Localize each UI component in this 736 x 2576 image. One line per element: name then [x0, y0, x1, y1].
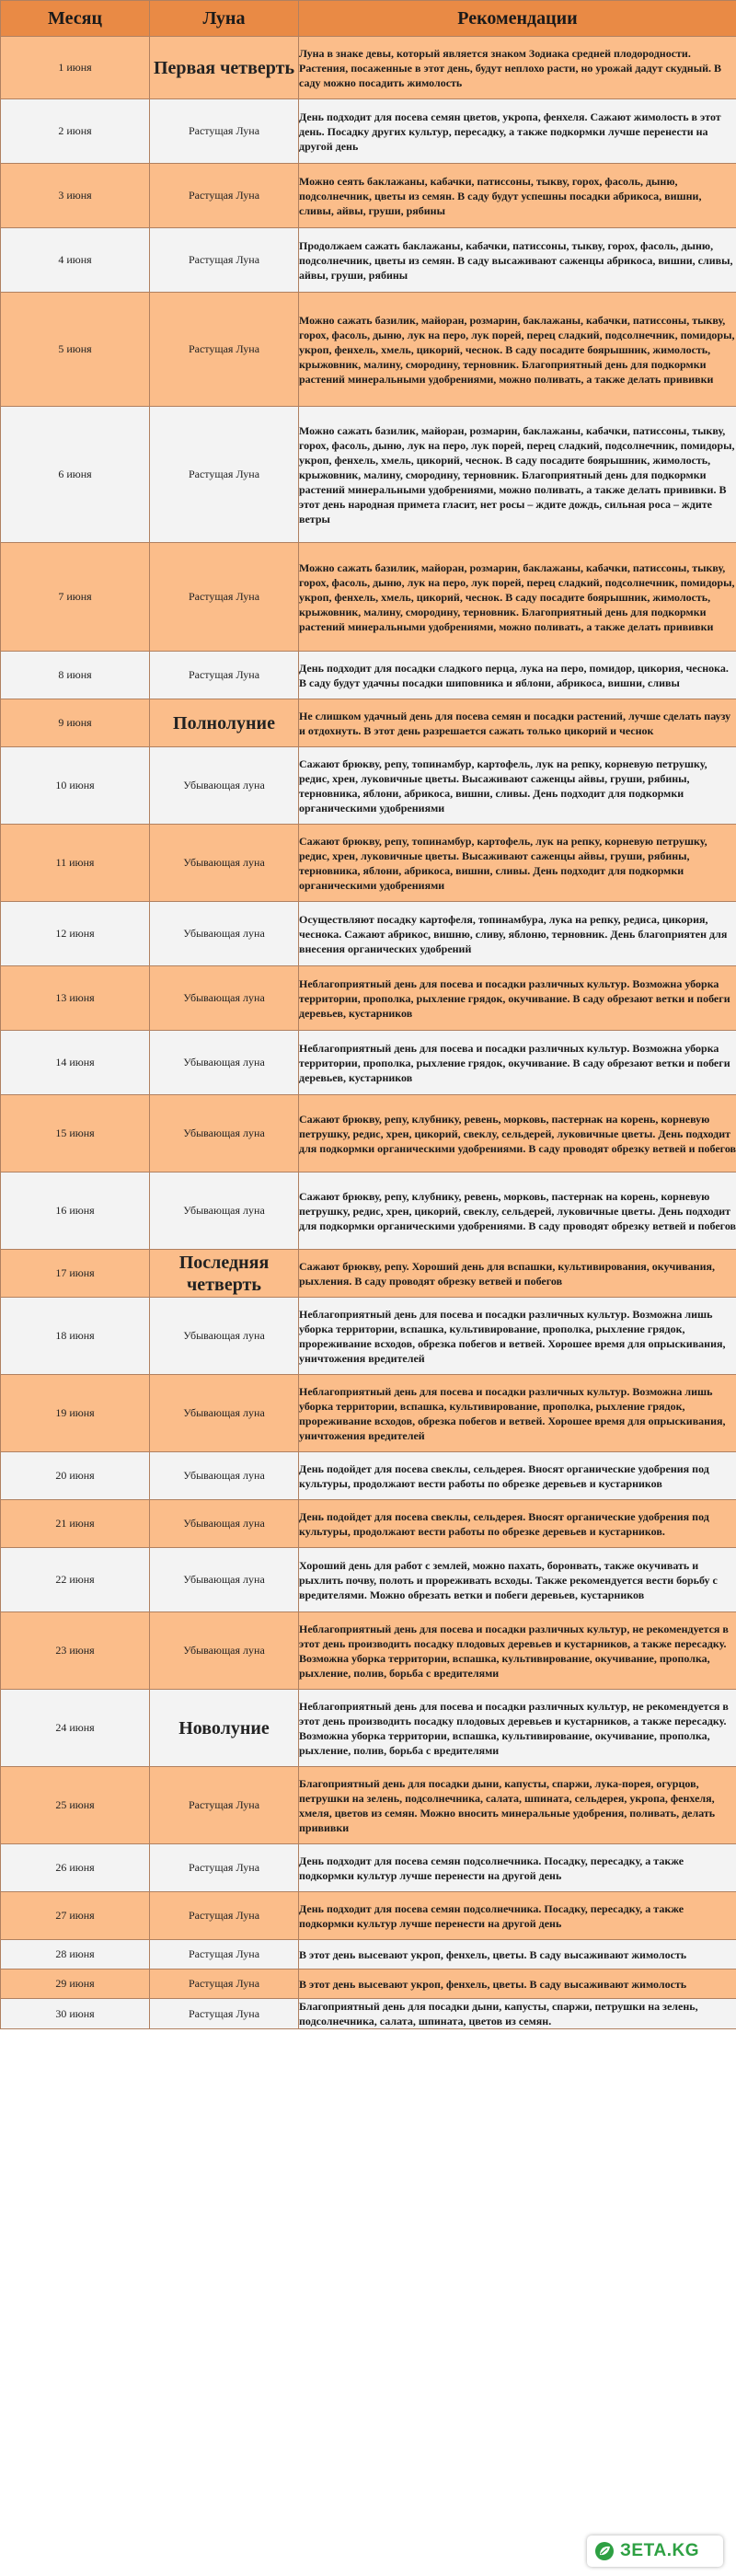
recommendation-cell: День подходит для посева семян подсолнечника. Посадку, пересадку, а также подкормки культур лучше перенести на другой день — [299, 1892, 736, 1940]
table-row — [1, 699, 736, 747]
table-row — [1, 1500, 736, 1548]
moon-phase-cell: Растущая Луна — [150, 99, 299, 164]
recommendation-cell: Сажают брюкву, репу, топинамбур, картофель, лук на репку, корневую петрушку, редис, хрен, луковичные цветы. Высаживают саженцы айвы, груши, рябины, терновника, яблони, абрикоса, вишни, сливы. День подходит для подкормки органическими удобрениями — [299, 747, 736, 825]
moon-phase-cell: Последняя четверть — [150, 1250, 299, 1298]
date-cell: 27 июня — [1, 1892, 150, 1940]
date-cell: 30 июня — [1, 1999, 150, 2029]
moon-phase-cell: Растущая Луна — [150, 407, 299, 543]
table-row — [1, 407, 736, 543]
moon-phase-cell: Растущая Луна — [150, 293, 299, 407]
date-cell: 13 июня — [1, 966, 150, 1031]
recommendation-cell: Сажают брюкву, репу, топинамбур, картофель, лук на репку, корневую петрушку, редис, хрен, луковичные цветы. Высаживают саженцы айвы, груши, рябины, терновника, яблони, абрикоса, вишни, сливы. День подходит для подкормки органическими удобрениями — [299, 825, 736, 902]
date-cell: 1 июня — [1, 37, 150, 99]
date-cell: 8 июня — [1, 652, 150, 699]
moon-phase-cell: Первая четверть — [150, 37, 299, 99]
date-cell: 5 июня — [1, 293, 150, 407]
recommendation-cell: Осуществляют посадку картофеля, топинамбура, лука на репку, редиса, цикория, чеснока. Сажают абрикос, вишню, сливу, яблоню, терновник. День благоприятен для внесения органических удобрений — [299, 902, 736, 966]
date-cell: 12 июня — [1, 902, 150, 966]
header-recommendations: Рекомендации — [299, 1, 736, 37]
moon-phase-cell: Растущая Луна — [150, 1844, 299, 1892]
table-row — [1, 1452, 736, 1500]
moon-phase-cell: Убывающая луна — [150, 1612, 299, 1690]
date-cell: 14 июня — [1, 1031, 150, 1095]
moon-phase-cell: Убывающая луна — [150, 1452, 299, 1500]
recommendation-cell: В этот день высевают укроп, фенхель, цветы. В саду высаживают жимолость — [299, 1940, 736, 1970]
date-cell: 29 июня — [1, 1970, 150, 1999]
table-row — [1, 1767, 736, 1844]
moon-phase-cell: Убывающая луна — [150, 1375, 299, 1452]
moon-phase-cell: Полнолуние — [150, 699, 299, 747]
table-row — [1, 543, 736, 652]
table-row — [1, 1612, 736, 1690]
recommendation-cell: Продолжаем сажать баклажаны, кабачки, патиссоны, тыкву, горох, фасоль, дыню, подсолнечник, цветы из семян. В саду высаживают саженцы абрикоса, вишни, сливы, айвы, груши, рябины — [299, 228, 736, 293]
date-cell: 4 июня — [1, 228, 150, 293]
date-cell: 10 июня — [1, 747, 150, 825]
date-cell: 6 июня — [1, 407, 150, 543]
table-row — [1, 1172, 736, 1250]
table-row — [1, 1548, 736, 1612]
recommendation-cell: Неблагоприятный день для посева и посадки различных культур. Возможна лишь уборка территории, вспашка, культивирование, прополка, рыхление грядок, прореживание всходов, обрезка побегов и ветвей. Хорошее время для опрыскивания, уничтожения вредителей — [299, 1375, 736, 1452]
moon-phase-cell: Новолуние — [150, 1690, 299, 1767]
moon-phase-cell: Растущая Луна — [150, 1767, 299, 1844]
table-header-row — [1, 1, 736, 37]
recommendation-cell: Луна в знаке девы, который является знаком Зодиака средней плодородности. Растения, посаженные в этот день, будут неплохо расти, но урожай дадут скудный. В саду можно посадить жимолость — [299, 37, 736, 99]
recommendation-cell: Неблагоприятный день для посева и посадки различных культур. Возможна уборка территории, прополка, рыхление грядок, окучивание. В саду обрезают ветки и побеги деревьев, кустарников — [299, 966, 736, 1031]
table-row — [1, 1031, 736, 1095]
table-row — [1, 1690, 736, 1767]
date-cell: 16 июня — [1, 1172, 150, 1250]
recommendation-cell: Сажают брюкву, репу, клубнику, ревень, морковь, пастернак на корень, корневую петрушку, редис, хрен, цикорий, свеклу, сельдерей, луковичные цветы. День подходит для подкормки органическими удобрениями. В саду проводят обрезку ветвей и побегов — [299, 1095, 736, 1172]
date-cell: 9 июня — [1, 699, 150, 747]
site-watermark — [587, 2536, 723, 2567]
date-cell: 24 июня — [1, 1690, 150, 1767]
date-cell: 23 июня — [1, 1612, 150, 1690]
date-cell: 2 июня — [1, 99, 150, 164]
table-row — [1, 37, 736, 99]
table-row — [1, 1375, 736, 1452]
moon-phase-cell: Убывающая луна — [150, 1500, 299, 1548]
moon-phase-cell: Убывающая луна — [150, 1298, 299, 1375]
table-row — [1, 99, 736, 164]
table-row — [1, 1095, 736, 1172]
moon-phase-cell: Убывающая луна — [150, 1172, 299, 1250]
recommendation-cell: День подойдет для посева свеклы, сельдерея. Вносят органические удобрения под культуры, продолжают вести работы по обрезке деревьев и кустарников. — [299, 1500, 736, 1548]
moon-phase-cell: Растущая Луна — [150, 1999, 299, 2029]
moon-phase-cell: Растущая Луна — [150, 1892, 299, 1940]
moon-phase-cell: Растущая Луна — [150, 1970, 299, 1999]
moon-phase-cell: Убывающая луна — [150, 902, 299, 966]
date-cell: 28 июня — [1, 1940, 150, 1970]
recommendation-cell: Можно сажать базилик, майоран, розмарин, баклажаны, кабачки, патиссоны, тыкву, горох, фасоль, дыню, лук на перо, лук порей, перец сладкий, подсолнечник, помидоры, укроп, фенхель, хмель, цикорий, чеснок. В саду посадите боярышник, жимолость, крыжовник, малину, смородину, терновник. Благоприятный день для подкормки растений минеральными удобрениями, можно поливать, а также делать прививки — [299, 293, 736, 407]
recommendation-cell: День подходит для посева семян цветов, укропа, фенхеля. Сажают жимолость в этот день. Посадку других культур, пересадку, а также подкормки лучше перенести на другой день — [299, 99, 736, 164]
recommendation-cell: Неблагоприятный день для посева и посадки различных культур. Возможна лишь уборка территории, вспашка, культивирование, прополка, рыхление грядок, прореживание всходов, обрезка побегов и ветвей. Хорошее время для опрыскивания, уничтожения вредителей — [299, 1298, 736, 1375]
recommendation-cell: Хороший день для работ с землей, можно пахать, боронвать, также окучивать и рыхлить почву, полоть и прореживать всходы. Также рекомендуется вести борьбу с вредителями. Можно обрезать ветки и побеги деревьев, кустарников — [299, 1548, 736, 1612]
date-cell: 19 июня — [1, 1375, 150, 1452]
date-cell: 22 июня — [1, 1548, 150, 1612]
table-row — [1, 1940, 736, 1970]
moon-phase-cell: Растущая Луна — [150, 228, 299, 293]
recommendation-cell: Можно сеять баклажаны, кабачки, патиссоны, тыкву, горох, фасоль, дыню, подсолнечник, цветы из семян. В саду будут успешны посадки абрикоса, вишни, сливы, айвы, груши, рябины — [299, 164, 736, 228]
table-row — [1, 902, 736, 966]
table-row — [1, 747, 736, 825]
date-cell: 17 июня — [1, 1250, 150, 1298]
moon-phase-cell: Растущая Луна — [150, 652, 299, 699]
moon-phase-cell: Убывающая луна — [150, 1548, 299, 1612]
table-row — [1, 1999, 736, 2029]
recommendation-cell: Сажают брюкву, репу. Хороший день для вспашки, культивирования, окучивания, рыхления. В саду проводят обрезку ветвей и побегов — [299, 1250, 736, 1298]
recommendation-cell: Не слишком удачный день для посева семян и посадки растений, лучше сделать паузу и отдохнуть. В этот день разрешается сажать только цикорий и чеснок — [299, 699, 736, 747]
recommendation-cell: Сажают брюкву, репу, клубнику, ревень, морковь, пастернак на корень, корневую петрушку, редис, хрен, цикорий, свеклу, сельдерей, луковичные цветы. День подходит для подкормки органическими удобрениями. В саду проводят обрезку ветвей и побегов — [299, 1172, 736, 1250]
recommendation-cell: Можно сажать базилик, майоран, розмарин, баклажаны, кабачки, патиссоны, тыкву, горох, фасоль, дыню, лук на перо, лук порей, перец сладкий, подсолнечник, помидоры, укроп, фенхель, хмель, цикорий, чеснок. В саду посадите боярышник, жимолость, крыжовник, малину, смородину, терновник. Благоприятный день для подкормки растений минеральными удобрениями, можно поливать, а также делать прививки. В этот день народная примета гласит, нет росы – ждите дождь, сильная роса – ждите ветры — [299, 407, 736, 543]
date-cell: 15 июня — [1, 1095, 150, 1172]
table-row — [1, 1298, 736, 1375]
moon-phase-cell: Убывающая луна — [150, 747, 299, 825]
date-cell: 11 июня — [1, 825, 150, 902]
date-cell: 7 июня — [1, 543, 150, 652]
header-moon: Луна — [150, 1, 299, 37]
moon-phase-cell: Растущая Луна — [150, 164, 299, 228]
leaf-icon — [594, 2541, 615, 2561]
table-row — [1, 1844, 736, 1892]
date-cell: 20 июня — [1, 1452, 150, 1500]
moon-phase-cell: Убывающая луна — [150, 1095, 299, 1172]
recommendation-cell: Благоприятный день для посадки дыни, капусты, спаржи, петрушки на зелень, подсолнечника, салата, шпината, цветов из семян. — [299, 1999, 736, 2029]
header-month: Месяц — [1, 1, 150, 37]
recommendation-cell: День подходит для посадки сладкого перца, лука на перо, помидор, цикория, чеснока. В саду будут удачны посадки шиповника и яблони, абрикоса, вишни, сливы — [299, 652, 736, 699]
table-row — [1, 966, 736, 1031]
recommendation-cell: День подходит для посева семян подсолнечника. Посадку, пересадку, а также подкормки культур лучше перенести на другой день — [299, 1844, 736, 1892]
watermark-text: ЗЕТА.KG — [620, 2541, 699, 2560]
recommendation-cell: Можно сажать базилик, майоран, розмарин, баклажаны, кабачки, патиссоны, тыкву, горох, фасоль, дыню, лук на перо, лук порей, перец сладкий, подсолнечник, помидоры, укроп, фенхель, хмель, цикорий, чеснок. В саду посадите боярышник, жимолость, крыжовник, малину, смородину, терновник. Благоприятный день для подкормки растений минеральными удобрениями, можно поливать, а также делать прививки — [299, 543, 736, 652]
table-row — [1, 825, 736, 902]
date-cell: 26 июня — [1, 1844, 150, 1892]
date-cell: 3 июня — [1, 164, 150, 228]
table-row — [1, 1250, 736, 1298]
table-row — [1, 293, 736, 407]
table-row — [1, 164, 736, 228]
recommendation-cell: Неблагоприятный день для посева и посадки различных культур, не рекомендуется в этот день производить посадку плодовых деревьев и кустарников, а также пересадку. Возможна уборка территории, вспашка, культивирование, окучивание, прополка, рыхление, полив, борьба с вредителями — [299, 1690, 736, 1767]
moon-phase-cell: Убывающая луна — [150, 825, 299, 902]
table-row — [1, 228, 736, 293]
recommendation-cell: День подойдет для посева свеклы, сельдерея. Вносят органические удобрения под культуры, продолжают вести работы по обрезке деревьев и кустарников — [299, 1452, 736, 1500]
moon-phase-cell: Растущая Луна — [150, 543, 299, 652]
moon-phase-cell: Растущая Луна — [150, 1940, 299, 1970]
moon-phase-cell: Убывающая луна — [150, 966, 299, 1031]
date-cell: 18 июня — [1, 1298, 150, 1375]
date-cell: 21 июня — [1, 1500, 150, 1548]
table-row — [1, 1970, 736, 1999]
moon-phase-cell: Убывающая луна — [150, 1031, 299, 1095]
table-row — [1, 652, 736, 699]
recommendation-cell: Неблагоприятный день для посева и посадки различных культур. Возможна уборка территории, прополка, рыхление грядок, окучивание. В саду обрезают ветки и побеги деревьев, кустарников — [299, 1031, 736, 1095]
date-cell: 25 июня — [1, 1767, 150, 1844]
recommendation-cell: Благоприятный день для посадки дыни, капусты, спаржи, лука-порея, огурцов, петрушки на зелень, подсолнечника, салата, шпината, сельдерея, укропа, фенхеля, хмеля, цветов из семян. Можно вносить минеральные удобрения, поливать, делать прививки — [299, 1767, 736, 1844]
table-row — [1, 1892, 736, 1940]
recommendation-cell: Неблагоприятный день для посева и посадки различных культур, не рекомендуется в этот день производить посадку плодовых деревьев и кустарников, а также пересадку. Возможна уборка территории, вспашка, культивирование, окучивание, прополка, рыхление, полив, борьба с вредителями — [299, 1612, 736, 1690]
recommendation-cell: В этот день высевают укроп, фенхель, цветы. В саду высаживают жимолость — [299, 1970, 736, 1999]
